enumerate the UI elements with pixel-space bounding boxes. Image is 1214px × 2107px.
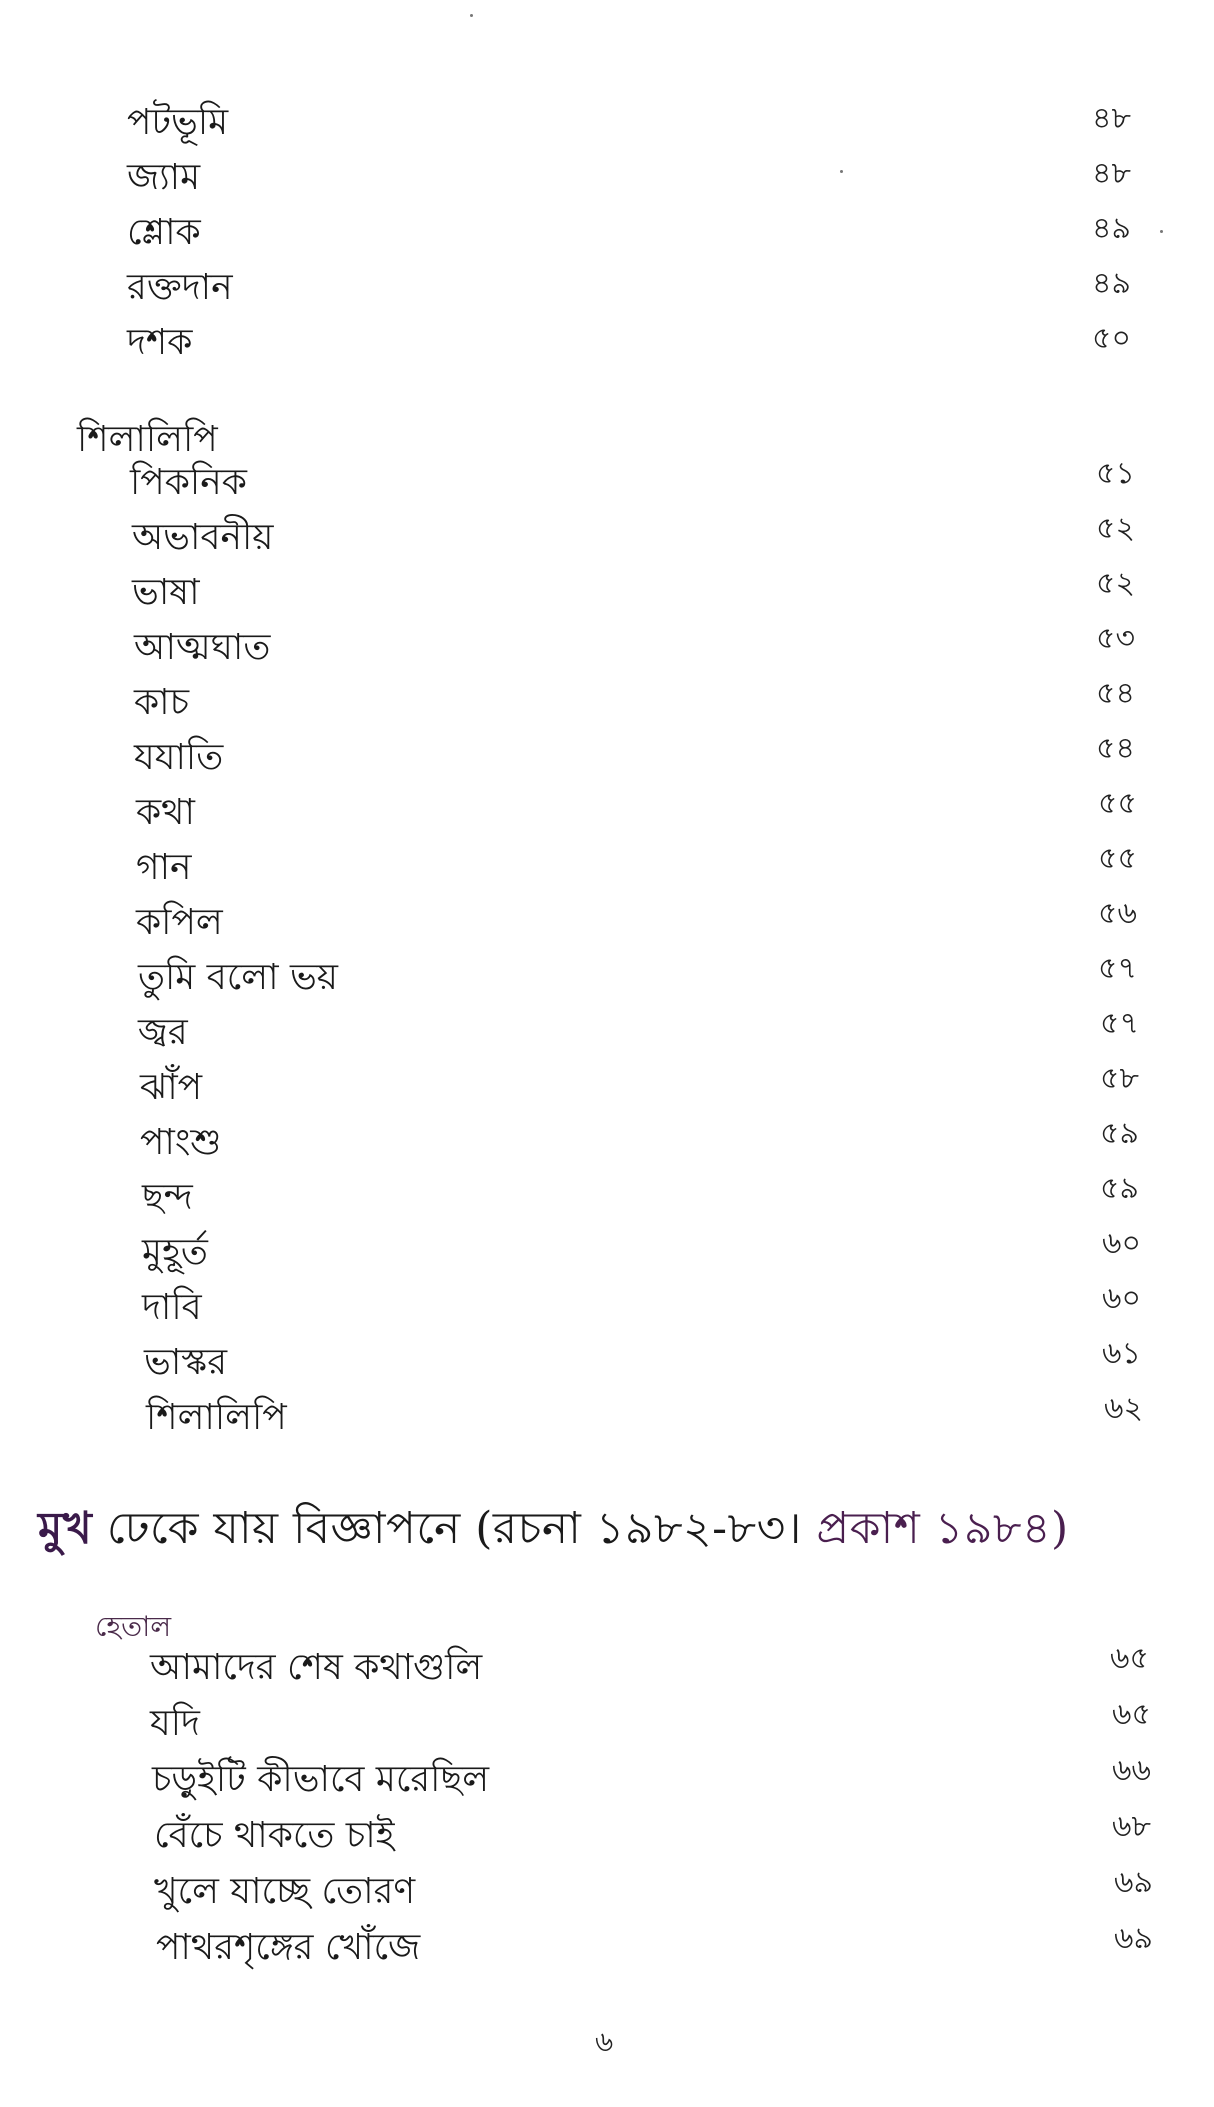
toc-entry-page: ৫৭ [1100, 1006, 1139, 1041]
toc-entry-page: ৫১ [1096, 456, 1135, 491]
scan-speck [470, 14, 473, 17]
toc-entry-title: পাংশু [140, 1122, 222, 1163]
book-title-first-word: মুখ [38, 1503, 93, 1554]
toc-entry-title: আত্মঘাত [134, 627, 271, 668]
toc-entry-title: গান [136, 847, 192, 888]
toc-entry-title: রক্তদান [127, 267, 233, 308]
toc-entry-page: ৬২ [1104, 1391, 1144, 1426]
book-title [38, 1495, 1069, 1568]
toc-entry-title: ঝাঁপ [140, 1067, 203, 1108]
toc-entry-title: চড়ুইটি কীভাবে মরেছিল [152, 1759, 490, 1800]
toc-entry-title: জ্যাম [127, 157, 201, 198]
page-number: ৬ [595, 2025, 614, 2058]
toc-entry-title: শিলালিপি [146, 1397, 287, 1438]
toc-entry-page: ৬৯ [1114, 1865, 1153, 1900]
toc-entry-page: ৫৯ [1100, 1116, 1139, 1151]
toc-entry-title: কপিল [136, 902, 223, 943]
section-heading: হেতাল [95, 1610, 172, 1643]
toc-entry-title: খুলে যাচ্ছে তোরণ [154, 1871, 416, 1912]
toc-entry-page: ৪৮ [1092, 101, 1131, 136]
toc-entry-page: ৫৯ [1100, 1171, 1139, 1206]
toc-entry-title: আমাদের শেষ কথাগুলি [150, 1647, 483, 1688]
toc-entry-title: কথা [136, 792, 195, 833]
toc-entry-page: ৬১ [1102, 1336, 1141, 1371]
book-title-rest: ঢেকে যায় বিজ্ঞাপনে (রচনা ১৯৮২-৮৩। [92, 1503, 817, 1554]
toc-entry-title: জ্বর [138, 1012, 188, 1053]
toc-entry-title: ছন্দ [142, 1177, 193, 1218]
toc-entry-page: ৫৩ [1096, 621, 1135, 656]
toc-entry-title: তুমি বলো ভয় [138, 957, 338, 998]
toc-entry-page: ৫৭ [1098, 951, 1137, 986]
toc-entry-title: পটভূমি [127, 102, 229, 143]
toc-entry-page: ৫৪ [1096, 676, 1135, 711]
toc-entry-page: ৬৯ [1114, 1921, 1153, 1956]
toc-entry-page: ৬৮ [1112, 1809, 1151, 1844]
toc-entry-page: ৬০ [1102, 1226, 1142, 1261]
toc-entry-page: ৫৪ [1096, 731, 1135, 766]
toc-entry-title: যযাতি [134, 737, 224, 778]
toc-entry-page: ৪৯ [1092, 266, 1131, 301]
toc-entry-page: ৬৫ [1110, 1641, 1149, 1676]
toc-entry-page: ৫৬ [1098, 896, 1137, 931]
toc-entry-title: শ্লোক [127, 212, 201, 253]
toc-entry-title: অভাবনীয় [132, 517, 274, 558]
toc-entry-page: ৫৫ [1098, 841, 1137, 876]
toc-entry-page: ৬০ [1102, 1281, 1142, 1316]
toc-entry-page: ৪৯ [1092, 211, 1131, 246]
toc-entry-title: মুহূর্ত [142, 1232, 208, 1273]
toc-entry-title: ভাস্কর [144, 1342, 228, 1383]
toc-entry-page: ৪৮ [1092, 156, 1131, 191]
toc-entry-page: ৬৫ [1112, 1697, 1151, 1732]
toc-entry-title: দশক [127, 322, 193, 363]
toc-entry-title: বেঁচে থাকতে চাই [154, 1815, 395, 1856]
toc-entry-title: পাথরশৃঙ্গের খোঁজে [156, 1927, 421, 1968]
toc-entry-page: ৫০ [1092, 321, 1131, 356]
scan-speck [840, 170, 843, 173]
toc-entry-title: ভাষা [132, 572, 200, 613]
toc-entry-page: ৫২ [1096, 566, 1135, 601]
toc-entry-title: কাচ [134, 682, 190, 723]
toc-entry-page: ৫২ [1096, 511, 1135, 546]
toc-entry-title: পিকনিক [130, 462, 247, 503]
book-publication-info: প্রকাশ ১৯৮৪) [816, 1503, 1069, 1554]
toc-entry-title: দাবি [142, 1287, 202, 1328]
section-heading: শিলালিপি [77, 419, 218, 460]
toc-entry-page: ৫৮ [1100, 1061, 1139, 1096]
toc-entry-page: ৫৫ [1098, 786, 1137, 821]
scan-speck [1160, 230, 1163, 233]
toc-entry-title: যদি [150, 1703, 200, 1744]
toc-entry-page: ৬৬ [1112, 1753, 1152, 1788]
